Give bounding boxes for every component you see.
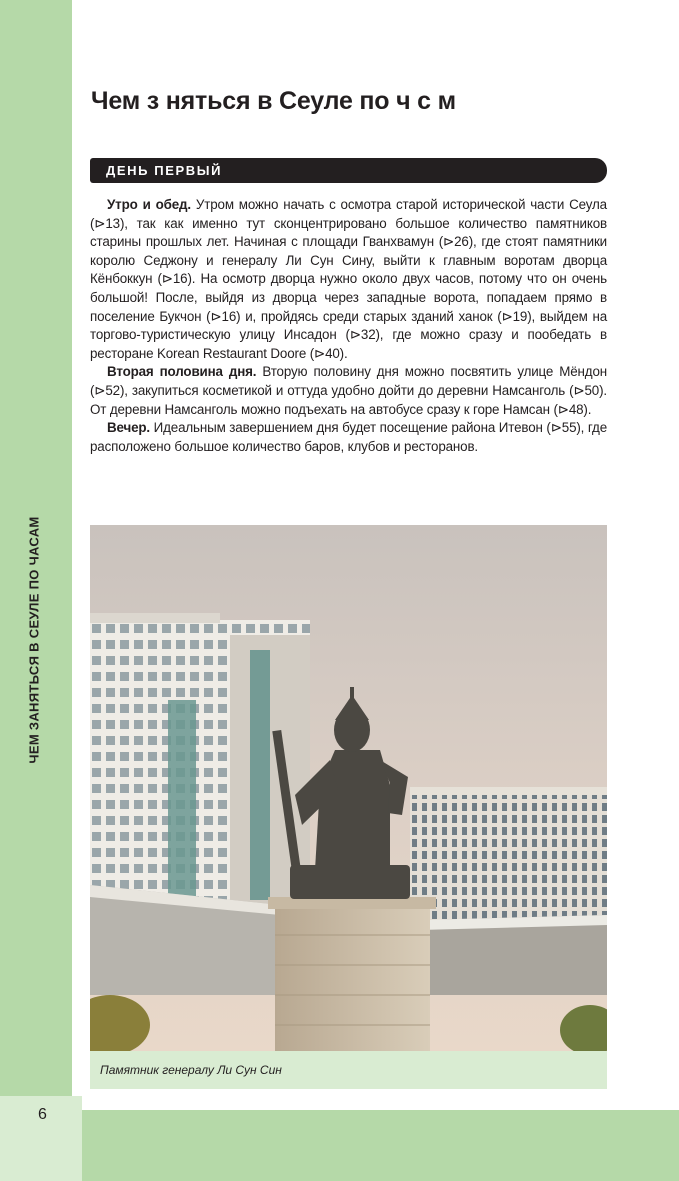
running-header-vertical xyxy=(14,500,54,780)
article-body xyxy=(90,196,607,456)
page-number: 6 xyxy=(38,1106,47,1123)
section-heading: ДЕНЬ ПЕРВЫЙ xyxy=(106,163,223,178)
statue-photo xyxy=(90,525,607,1051)
statue-illustration xyxy=(90,525,607,1051)
photo-caption-box xyxy=(90,1051,607,1089)
paragraph-lead: Вечер. xyxy=(107,420,151,436)
paragraph-text: Утром можно начать с осмотра старой исторической части Сеула (⊳13), так как именно тут сконцентрировано большое количество памятников старины прошлых лет. Начиная с площади Гванхвамун (⊳26), где стоят памятники королю Седжону и генералу Ли Сун Сину, выйти к главным воротам дворца Кёнбоккун (⊳16). На осмотр дворца нужно около двух часов, потому что он очень большой! После, выйдя из дворца через западные ворота, попадаем прямо в поселение Букчон (⊳16) и, пройдясь среди старых зданий ханок (⊳19), выйдем на торгово-туристическую улицу Инсадон (⊳32), где можно сразу и пообедать в ресторане Korean Restaurant Doore (⊳40). xyxy=(90,197,607,361)
side-label: ЧЕМ ЗАНЯТЬСЯ В СЕУЛЕ ПО ЧАСАМ xyxy=(26,516,42,764)
paragraph-morning xyxy=(90,196,607,363)
paragraph-lead: Вторая половина дня. xyxy=(107,364,257,380)
photo-caption: Памятник генералу Ли Сун Син xyxy=(100,1063,282,1077)
paragraph-evening xyxy=(90,419,607,456)
paragraph-lead: Утро и обед. xyxy=(107,197,191,212)
section-heading-bar xyxy=(90,158,607,183)
page-title: Чем з няться в Сеуле по ч с м xyxy=(91,87,456,115)
paragraph-afternoon xyxy=(90,363,607,419)
paragraph-text: Идеальным завершением дня будет посещение района Итевон (⊳55), где расположено большое количество баров, клубов и ресторанов. xyxy=(90,420,607,454)
paragraph-text: Вторую половину дня можно посвятить улице Мёндон (⊳52), закупиться косметикой и оттуда удобно дойти до деревни Намсанголь (⊳50). От деревни Намсанголь можно подъехать на автобусе сразу к горе Намсан (⊳48). xyxy=(90,364,607,417)
bottom-band xyxy=(72,1110,679,1181)
